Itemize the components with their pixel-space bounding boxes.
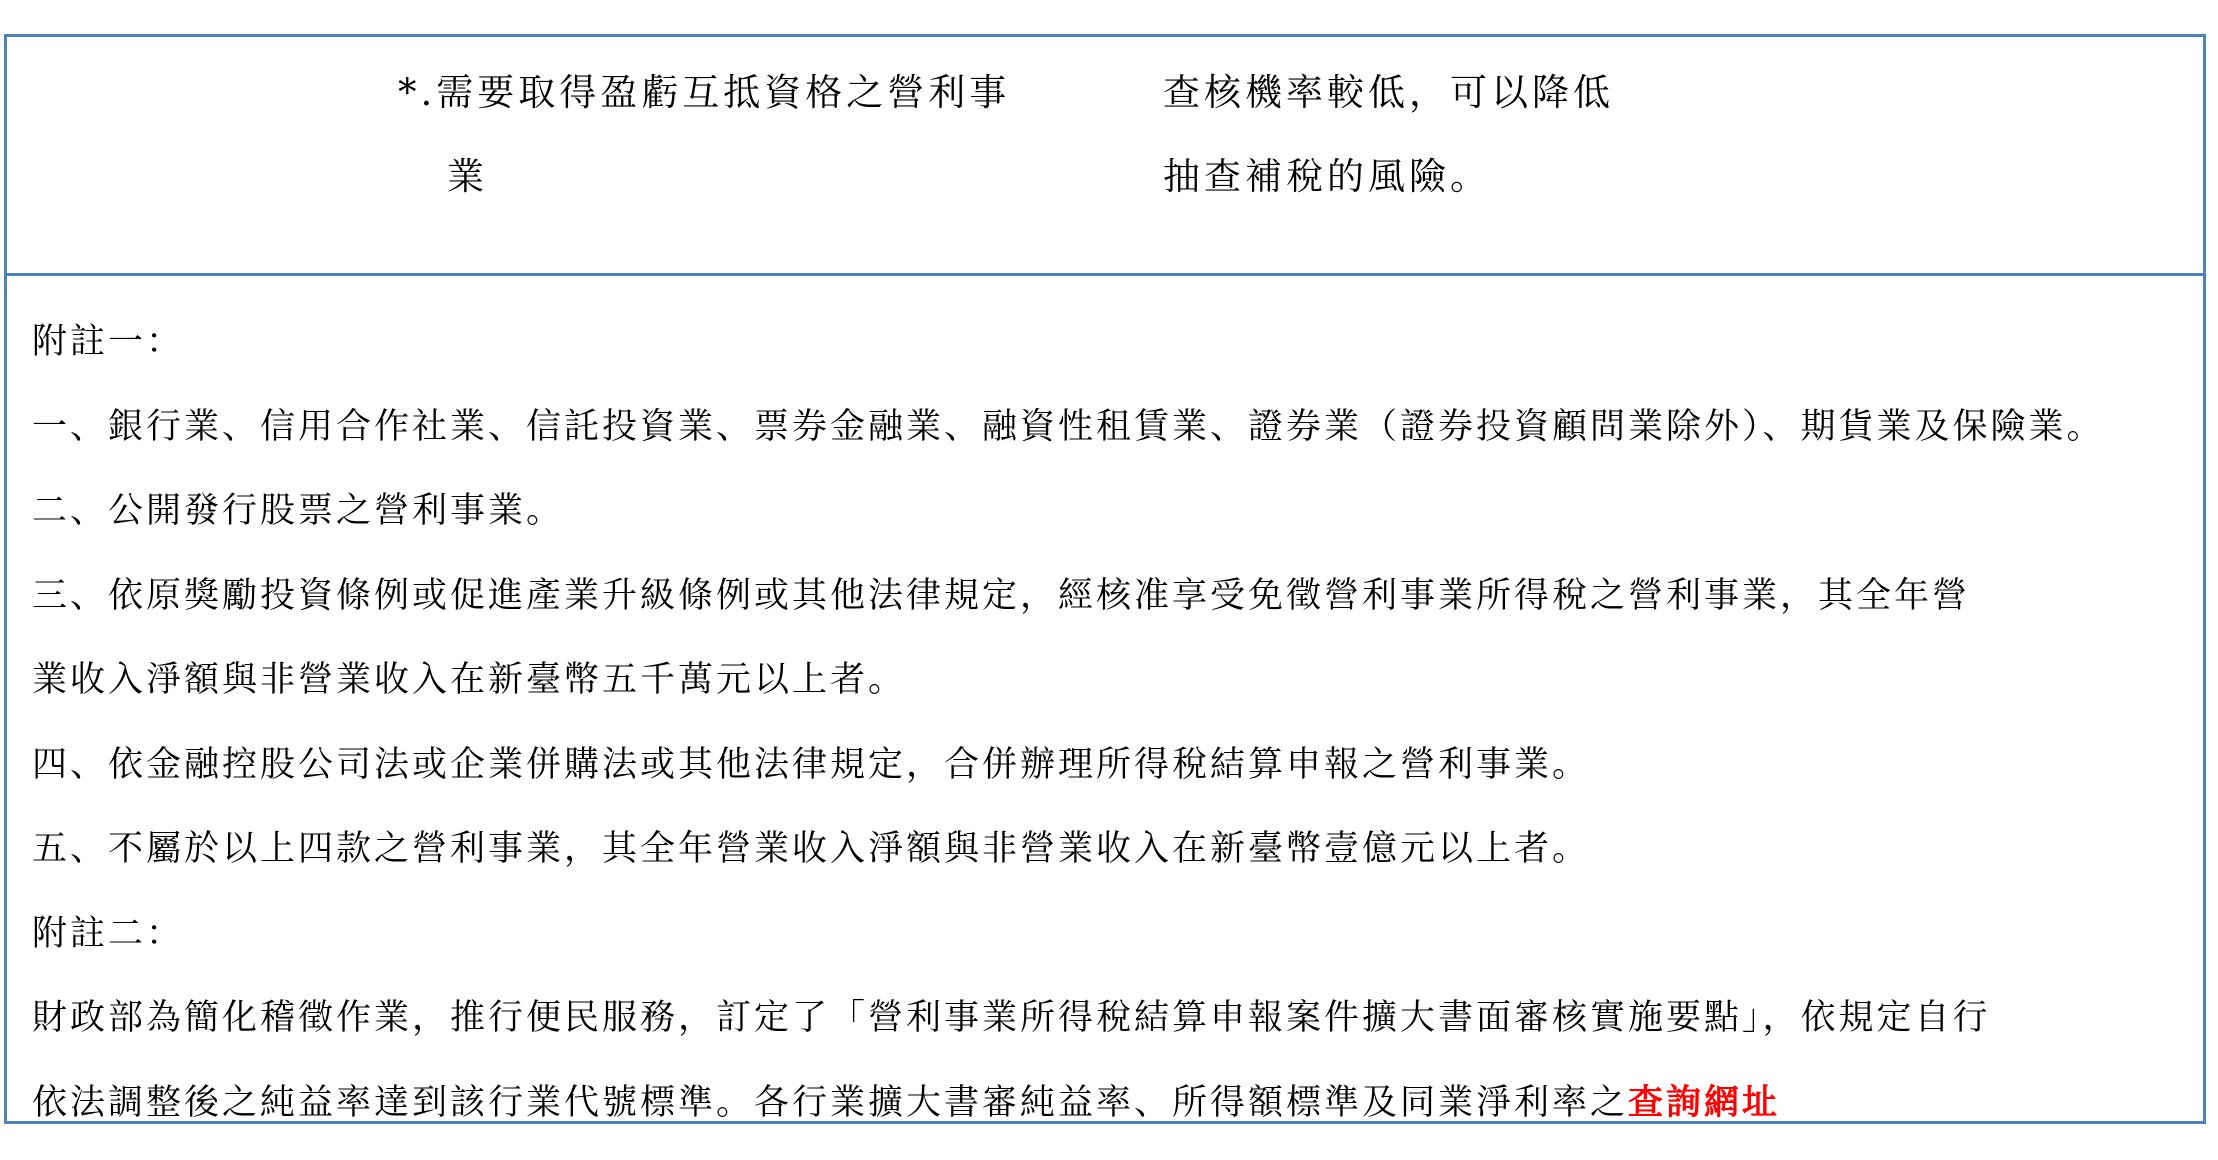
top-left-line-1: *.需要取得盈虧互抵資格之營利事	[398, 71, 1011, 114]
query-url-link[interactable]: 查詢網址	[1628, 1081, 1781, 1123]
top-right-line-1: 查核機率較低，可以降低	[1163, 71, 1614, 114]
note1-item-3-line-1: 三、依原獎勵投資條例或促進產業升級條例或其他法律規定，經核准享受免徵營利事業所得稅之營利事業，其全年營	[32, 575, 1971, 616]
note1-item-1: 一、銀行業、信用合作社業、信託投資業、票券金融業、融資性租賃業、證券業（證券投資顧問業除外）、期貨業及保險業。	[32, 406, 2105, 447]
top-left-line-2: 業	[447, 155, 488, 198]
note2-line-2	[32, 1061, 2192, 1146]
notes-section	[32, 300, 2192, 1145]
row-divider	[4, 273, 2206, 276]
top-right-line-2: 抽查補稅的風險。	[1163, 155, 1491, 198]
note1-item-4: 四、依金融控股公司法或企業併購法或其他法律規定，合併辦理所得稅結算申報之營利事業。	[32, 744, 1591, 785]
note2-line-1: 財政部為簡化稽徵作業，推行便民服務，訂定了「營利事業所得稅結算申報案件擴大書面審核實施要點」，依規定自行	[32, 998, 1991, 1038]
note2-heading: 附註二：	[32, 913, 185, 954]
note1-heading: 附註一：	[32, 322, 185, 362]
note1-item-3-line-2: 業收入淨額與非營業收入在新臺幣五千萬元以上者。	[32, 660, 907, 700]
note1-item-5: 五、不屬於以上四款之營利事業，其全年營業收入淨額與非營業收入在新臺幣壹億元以上者。	[32, 829, 1591, 869]
note1-item-2: 二、公開發行股票之營利事業。	[32, 491, 565, 531]
note2-line-2-text: 依法調整後之純益率達到該行業代號標準。各行業擴大書審純益率、所得額標準及同業淨利率之	[32, 1082, 1629, 1123]
